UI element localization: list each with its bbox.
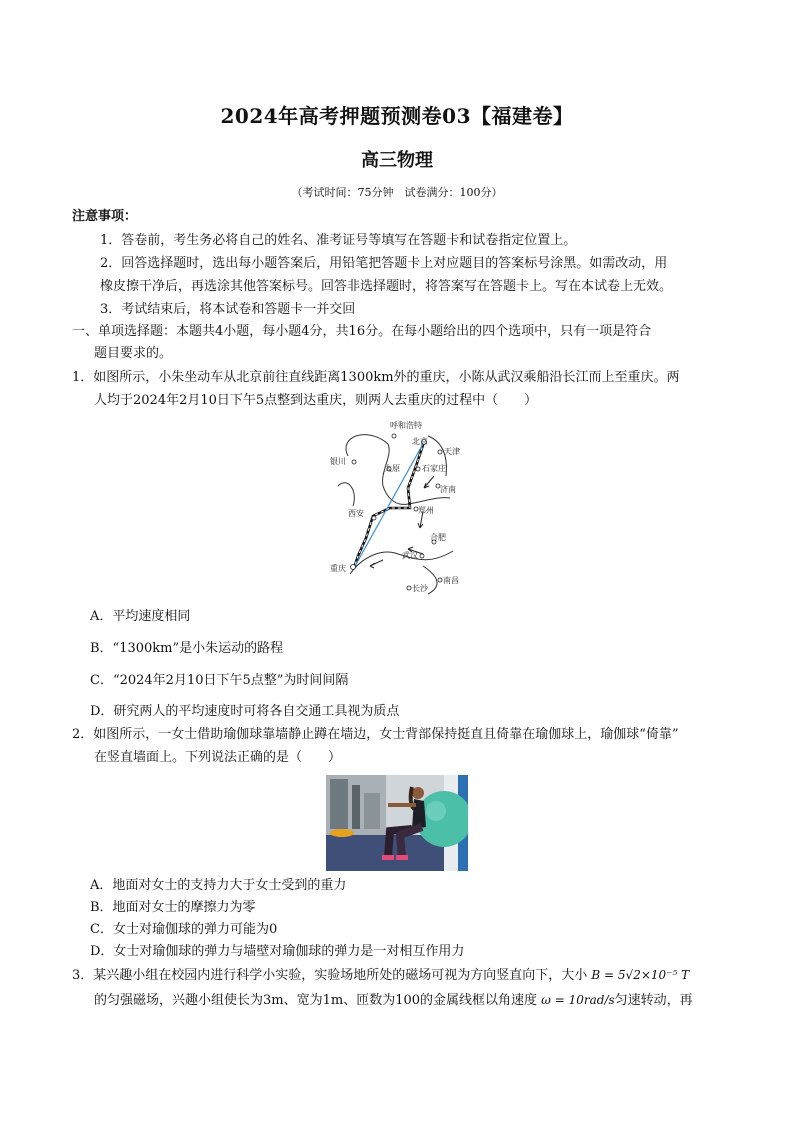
exam-meta: （考试时间：75分钟 试卷满分：100分） bbox=[291, 186, 503, 199]
question-1-text: 1．如图所示，小朱坐动车从北京前往直线距离1300km外的重庆，小陈从武汉乘船沿长江而上至重庆。两 bbox=[72, 370, 680, 385]
map-label-huhehaote: 呼和浩特 bbox=[390, 421, 422, 430]
map-label-shijiazhuang: 石家庄 bbox=[422, 464, 446, 473]
question-3-text-cont bbox=[94, 991, 693, 1010]
map-label-xian: 西安 bbox=[348, 509, 364, 518]
yoga-ball-photo bbox=[326, 775, 468, 871]
q3-line2-end: 匀速转动，再 bbox=[614, 993, 693, 1008]
q3-line1: 3．某兴趣小组在校园内进行科学小实验，实验场地所处的磁场可视为方向竖直向下，大小 bbox=[72, 968, 588, 983]
notice-item-2-cont: 橡皮擦干净后，再选涂其他答案标号。回答非选择题时，将答案写在答题卡上。写在本试卷上无效。 bbox=[100, 279, 673, 294]
question-2-text: 2．如图所示，一女士借助瑜伽球靠墙静止蹲在墙边，女士背部保持挺直且倚靠在瑜伽球上，瑜伽球“倚靠” bbox=[72, 727, 679, 742]
q3-formula-b: B = 5√2×10⁻⁵ T bbox=[591, 968, 690, 982]
notice-item-2: 2．回答选择题时，选出每小题答案后，用铅笔把答题卡上对应题目的答案标号涂黑。如需改动，用 bbox=[100, 256, 668, 271]
map-label-jinan: 济南 bbox=[440, 485, 456, 494]
map-label-yinchuan: 银川 bbox=[330, 457, 346, 466]
map-label-changsha: 长沙 bbox=[412, 584, 428, 593]
question-3-text bbox=[72, 966, 689, 985]
q2-option-a: A．地面对女士的支持力大于女士受到的重力 bbox=[90, 878, 347, 893]
map-label-beijing: 北京 bbox=[412, 437, 428, 446]
notice-item-3: 3．考试结束后，将本试卷和答题卡一并交回 bbox=[100, 302, 356, 317]
map-label-nanchang: 南昌 bbox=[443, 576, 459, 585]
map-label-tianjin: 天津 bbox=[444, 447, 460, 456]
q2-option-b: B．地面对女士的摩擦力为零 bbox=[90, 900, 256, 915]
q1-option-d: D．研究两人的平均速度时可将各自交通工具视为质点 bbox=[90, 704, 400, 719]
q1-option-c: C．“2024年2月10日下午5点整”为时间间隔 bbox=[90, 673, 349, 688]
notice-heading: 注意事项： bbox=[72, 209, 138, 224]
q2-option-c: C．女士对瑜伽球的弹力可能为0 bbox=[90, 922, 278, 937]
map-label-chongqing: 重庆 bbox=[330, 564, 346, 573]
q3-formula-omega: ω = 10rad/s bbox=[541, 993, 615, 1007]
map-label-hefei: 合肥 bbox=[430, 533, 446, 542]
section-heading: 一、单项选择题：本题共4小题，每小题4分，共16分。在每小题给出的四个选项中，只有一项是符合 bbox=[72, 324, 652, 339]
q2-option-d: D．女士对瑜伽球的弹力与墙壁对瑜伽球的弹力是一对相互作用力 bbox=[90, 944, 465, 959]
page-title: 2024年高考押题预测卷03【福建卷】 bbox=[220, 104, 574, 128]
page-subtitle: 高三物理 bbox=[361, 150, 433, 171]
route-map bbox=[328, 416, 468, 600]
map-label-wuhan: 武汉 bbox=[402, 551, 418, 560]
map-label-zhengzhou: 郑州 bbox=[418, 506, 434, 515]
section-heading-cont: 题目要求的。 bbox=[94, 346, 173, 361]
question-1-text-cont: 人均于2024年2月10日下午5点整到达重庆，则两人去重庆的过程中（ ） bbox=[94, 393, 538, 408]
notice-item-1: 1．答卷前，考生务必将自己的姓名、准考证号等填写在答题卡和试卷指定位置上。 bbox=[100, 233, 577, 248]
q3-line2: 的匀强磁场，兴趣小组使长为3m、宽为1m、匝数为100的金属线框以角速度 bbox=[94, 993, 538, 1008]
q1-option-a: A．平均速度相同 bbox=[90, 609, 191, 624]
question-2-text-cont: 在竖直墙面上。下列说法正确的是（ ） bbox=[94, 750, 342, 765]
map-label-taiyuan: 太原 bbox=[384, 464, 400, 473]
q1-option-b: B．“1300km”是小朱运动的路程 bbox=[90, 641, 284, 656]
